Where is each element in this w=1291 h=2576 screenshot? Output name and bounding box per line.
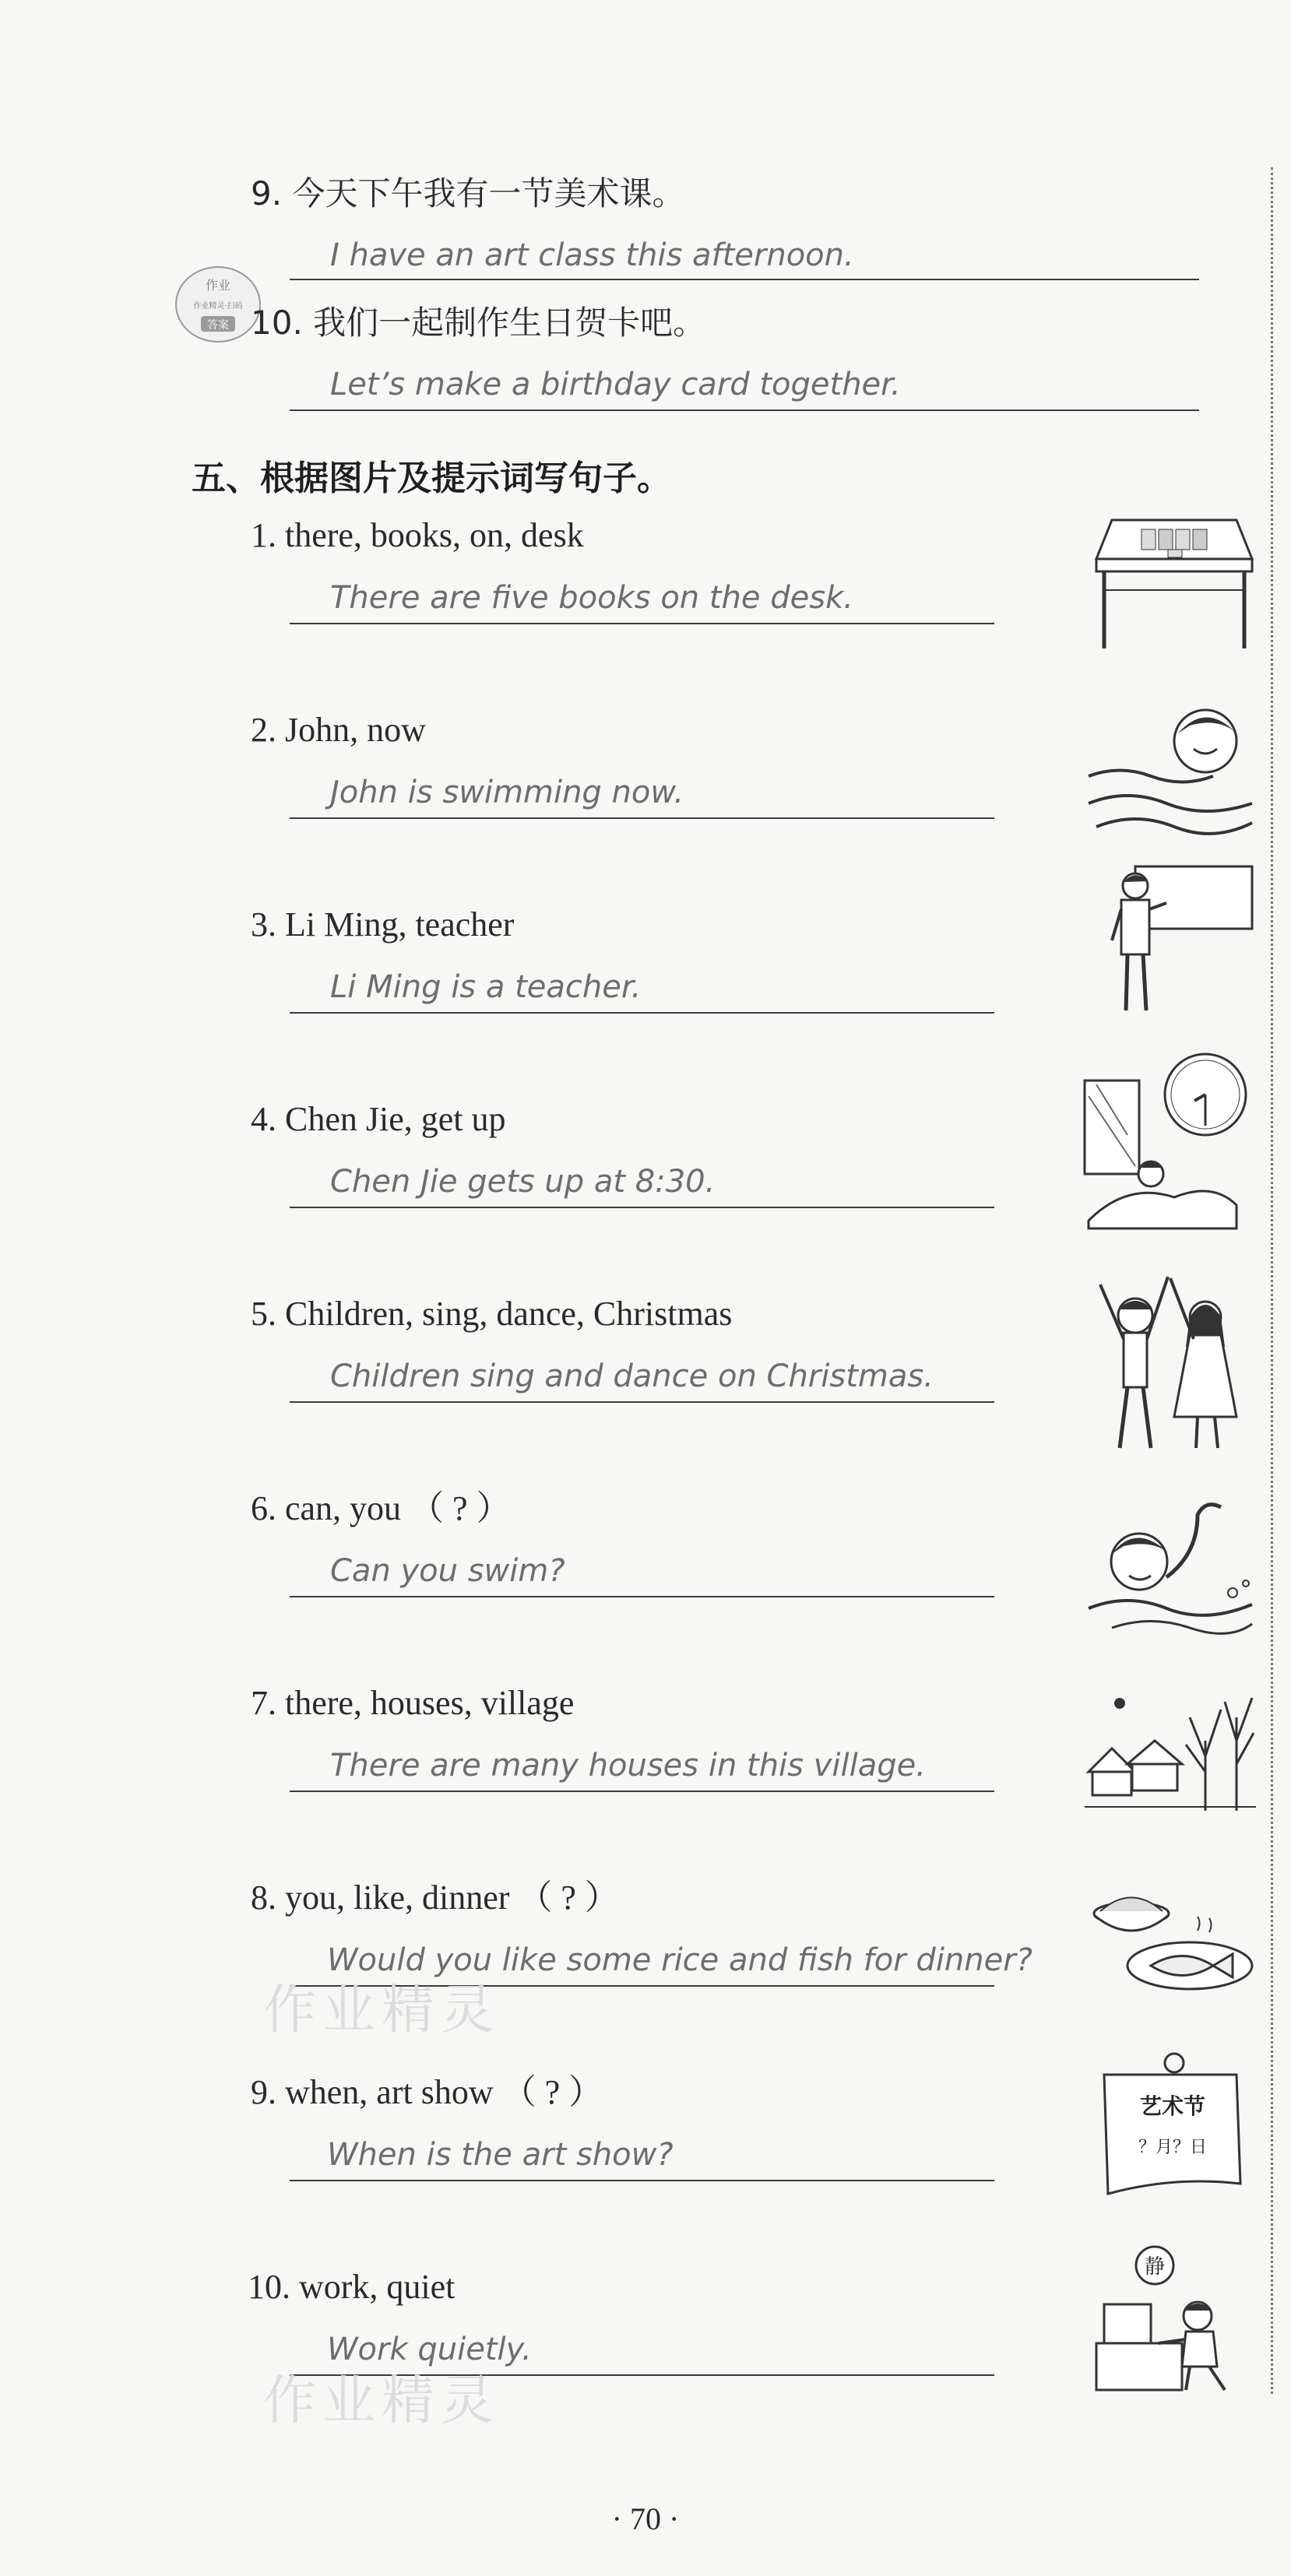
answer-line [290,1596,994,1597]
chinese-prompt-9: 9. 今天下午我有一节美术课。 [251,174,685,213]
answer-5: Children sing and dance on Christmas. [330,1358,934,1394]
answer-6: Can you swim? [330,1553,565,1589]
answer-line [290,1791,994,1792]
girl-waking-clock-illustration [1081,1049,1260,1236]
prompt-8: 8. you, like, dinner （ ? ） [251,1878,619,1917]
prompt-2: 2. John, now [251,711,426,749]
answer-10: Work quietly. [327,2332,532,2367]
prompt-1: 1. there, books, on, desk [251,516,584,554]
watermark-text: 作业精灵 [263,2370,501,2432]
prompt-6: 6. can, you （ ? ） [251,1489,511,1527]
svg-text:答案: 答案 [207,319,229,332]
rice-and-fish-illustration [1081,1876,1260,2001]
svg-text:作业: 作业 [205,278,231,293]
answer-line [290,1012,994,1014]
answer-line [290,409,1199,411]
desk-with-books-illustration [1081,504,1260,652]
prompt-4: 4. Chen Jie, get up [251,1100,506,1138]
answer-9: When is the art show? [327,2137,674,2173]
homework-badge-stamp [170,262,263,347]
answer-4: Chen Jie gets up at 8:30. [330,1164,716,1200]
quiet-computer-work-illustration [1081,2242,1260,2398]
prompt-9: 9. when, art show （ ? ） [251,2073,603,2111]
boy-swimming-waving-illustration [1081,1492,1260,1647]
answer-line [290,1401,994,1403]
page-number: · 70 · [611,2501,680,2536]
answer-3: Li Ming is a teacher. [330,969,642,1005]
binding-dotted-line [1271,167,1273,2394]
answer-8: Would you like some rice and fish for dinner? [327,1942,1032,1978]
svg-text:静: 静 [1144,2255,1166,2279]
svg-text:艺术节: 艺术节 [1139,2093,1206,2119]
answer-line [290,817,994,819]
prompt-3: 3. Li Ming, teacher [251,905,515,944]
answer-1: There are five books on the desk. [330,580,853,616]
answer-chinese-10: Let’s make a birthday card together. [330,367,901,402]
chinese-prompt-10: 10. 我们一起制作生日贺卡吧。 [251,304,706,342]
boy-swimming-illustration [1081,694,1260,842]
section-five-title: 五、根据图片及提示词写句子。 [192,459,671,498]
children-dancing-illustration [1081,1261,1260,1456]
prompt-10: 10. work, quiet [248,2268,456,2306]
art-festival-calendar-illustration [1081,2047,1260,2203]
watermark-text: 作业精灵 [263,1980,501,2041]
svg-text:？月？日: ？月？日 [1138,2138,1208,2157]
answer-2: John is swimming now. [330,775,684,810]
answer-line [290,2180,994,2181]
answer-line [290,279,1199,280]
answer-line [290,623,994,624]
village-houses-trees-illustration [1081,1686,1260,1826]
answer-line [290,1207,994,1208]
prompt-5: 5. Children, sing, dance, Christmas [251,1295,733,1333]
answer-7: There are many houses in this village. [330,1748,926,1784]
prompt-7: 7. there, houses, village [251,1684,575,1722]
svg-text:作业精灵·扫码: 作业精灵·扫码 [193,302,243,311]
answer-chinese-9: I have an art class this afternoon. [330,237,854,273]
teacher-at-blackboard-illustration [1081,863,1260,1018]
